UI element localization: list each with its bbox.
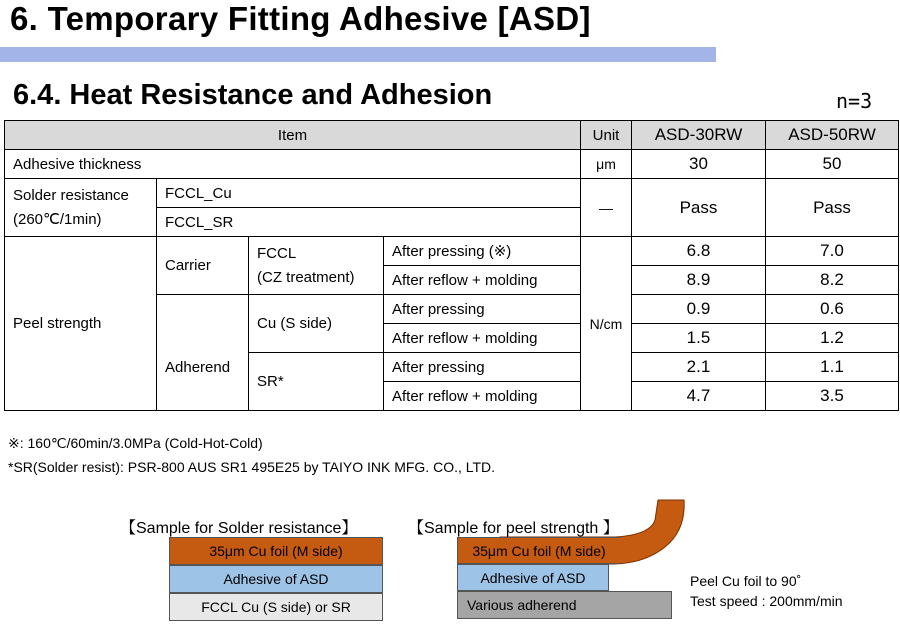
peel-value-2: 3.5 <box>766 382 899 411</box>
peel-value-1: 4.7 <box>632 382 766 411</box>
peel-fccl-line2: (CZ treatment) <box>257 268 355 286</box>
peel-condition: After pressing <box>384 353 581 382</box>
peel-condition: After reflow + molding <box>384 324 581 353</box>
peel-value-2: 7.0 <box>766 237 899 266</box>
peel-value-2: 1.2 <box>766 324 899 353</box>
peel-sample-adherend-layer: Various adherend <box>457 591 672 619</box>
thickness-label: Adhesive thickness <box>5 150 581 179</box>
thickness-value-1: 30 <box>632 150 766 179</box>
peel-condition: After pressing (※) <box>384 237 581 266</box>
thickness-value-2: 50 <box>766 150 899 179</box>
peel-label: Peel strength <box>5 237 157 411</box>
solder-value-2: Pass <box>766 179 899 237</box>
sample-count-note: n=3 <box>836 89 873 113</box>
peel-cu-side: Cu (S side) <box>249 295 384 353</box>
solder-label-line1: Solder resistance <box>13 186 129 204</box>
solder-value-1: Pass <box>632 179 766 237</box>
solder-row-sr: FCCL_SR <box>157 208 581 237</box>
solder-row-cu: FCCL_Cu <box>157 179 581 208</box>
peel-speed-note: Test speed : 200mm/min <box>690 593 843 609</box>
header-model-1: ASD-30RW <box>632 121 766 150</box>
header-unit: Unit <box>581 121 632 150</box>
page-title: 6. Temporary Fitting Adhesive [ASD] <box>10 0 591 37</box>
peel-adherend: Adherend <box>157 295 249 411</box>
peel-condition: After reflow + molding <box>384 382 581 411</box>
header-model-2: ASD-50RW <box>766 121 899 150</box>
peel-sample-cu-layer: 35μm Cu foil (M side) <box>457 537 620 564</box>
peel-sample-adhesive-layer: Adhesive of ASD <box>457 564 609 591</box>
peel-value-1: 0.9 <box>632 295 766 324</box>
thickness-unit: μm <box>581 150 632 179</box>
peel-value-1: 1.5 <box>632 324 766 353</box>
header-item: Item <box>5 121 581 150</box>
section-subtitle: 6.4. Heat Resistance and Adhesion <box>13 79 493 111</box>
peel-fccl-line1: FCCL <box>257 244 297 262</box>
peel-value-1: 2.1 <box>632 353 766 382</box>
peel-sr: SR* <box>249 353 384 411</box>
footnote-conditions: ※: 160℃/60min/3.0MPa (Cold-Hot-Cold) <box>8 435 263 451</box>
solder-label-line2: (260℃/1min) <box>13 210 102 228</box>
peel-condition: After reflow + molding <box>384 266 581 295</box>
peel-unit: N/cm <box>581 237 632 411</box>
footnote-solder-resist: *SR(Solder resist): PSR-800 AUS SR1 495E25 by TAIYO INK MFG. CO., LTD. <box>8 459 496 475</box>
solder-sample-title: 【Sample for Solder resistance】 <box>120 520 358 537</box>
peel-value-2: 1.1 <box>766 353 899 382</box>
solder-unit: — <box>581 179 632 237</box>
solder-sample-adhesive-layer: Adhesive of ASD <box>169 565 383 593</box>
peel-sample-title: 【Sample for peel strength 】 <box>408 520 619 537</box>
peel-value-2: 0.6 <box>766 295 899 324</box>
peel-value-1: 8.9 <box>632 266 766 295</box>
peel-value-2: 8.2 <box>766 266 899 295</box>
solder-sample-fccl-layer: FCCL Cu (S side) or SR <box>169 593 383 621</box>
peel-carrier: Carrier <box>157 237 249 295</box>
peel-angle-note: Peel Cu foil to 90˚ <box>690 573 802 589</box>
peel-value-1: 6.8 <box>632 237 766 266</box>
peel-condition: After pressing <box>384 295 581 324</box>
solder-sample-cu-layer: 35μm Cu foil (M side) <box>169 537 383 565</box>
